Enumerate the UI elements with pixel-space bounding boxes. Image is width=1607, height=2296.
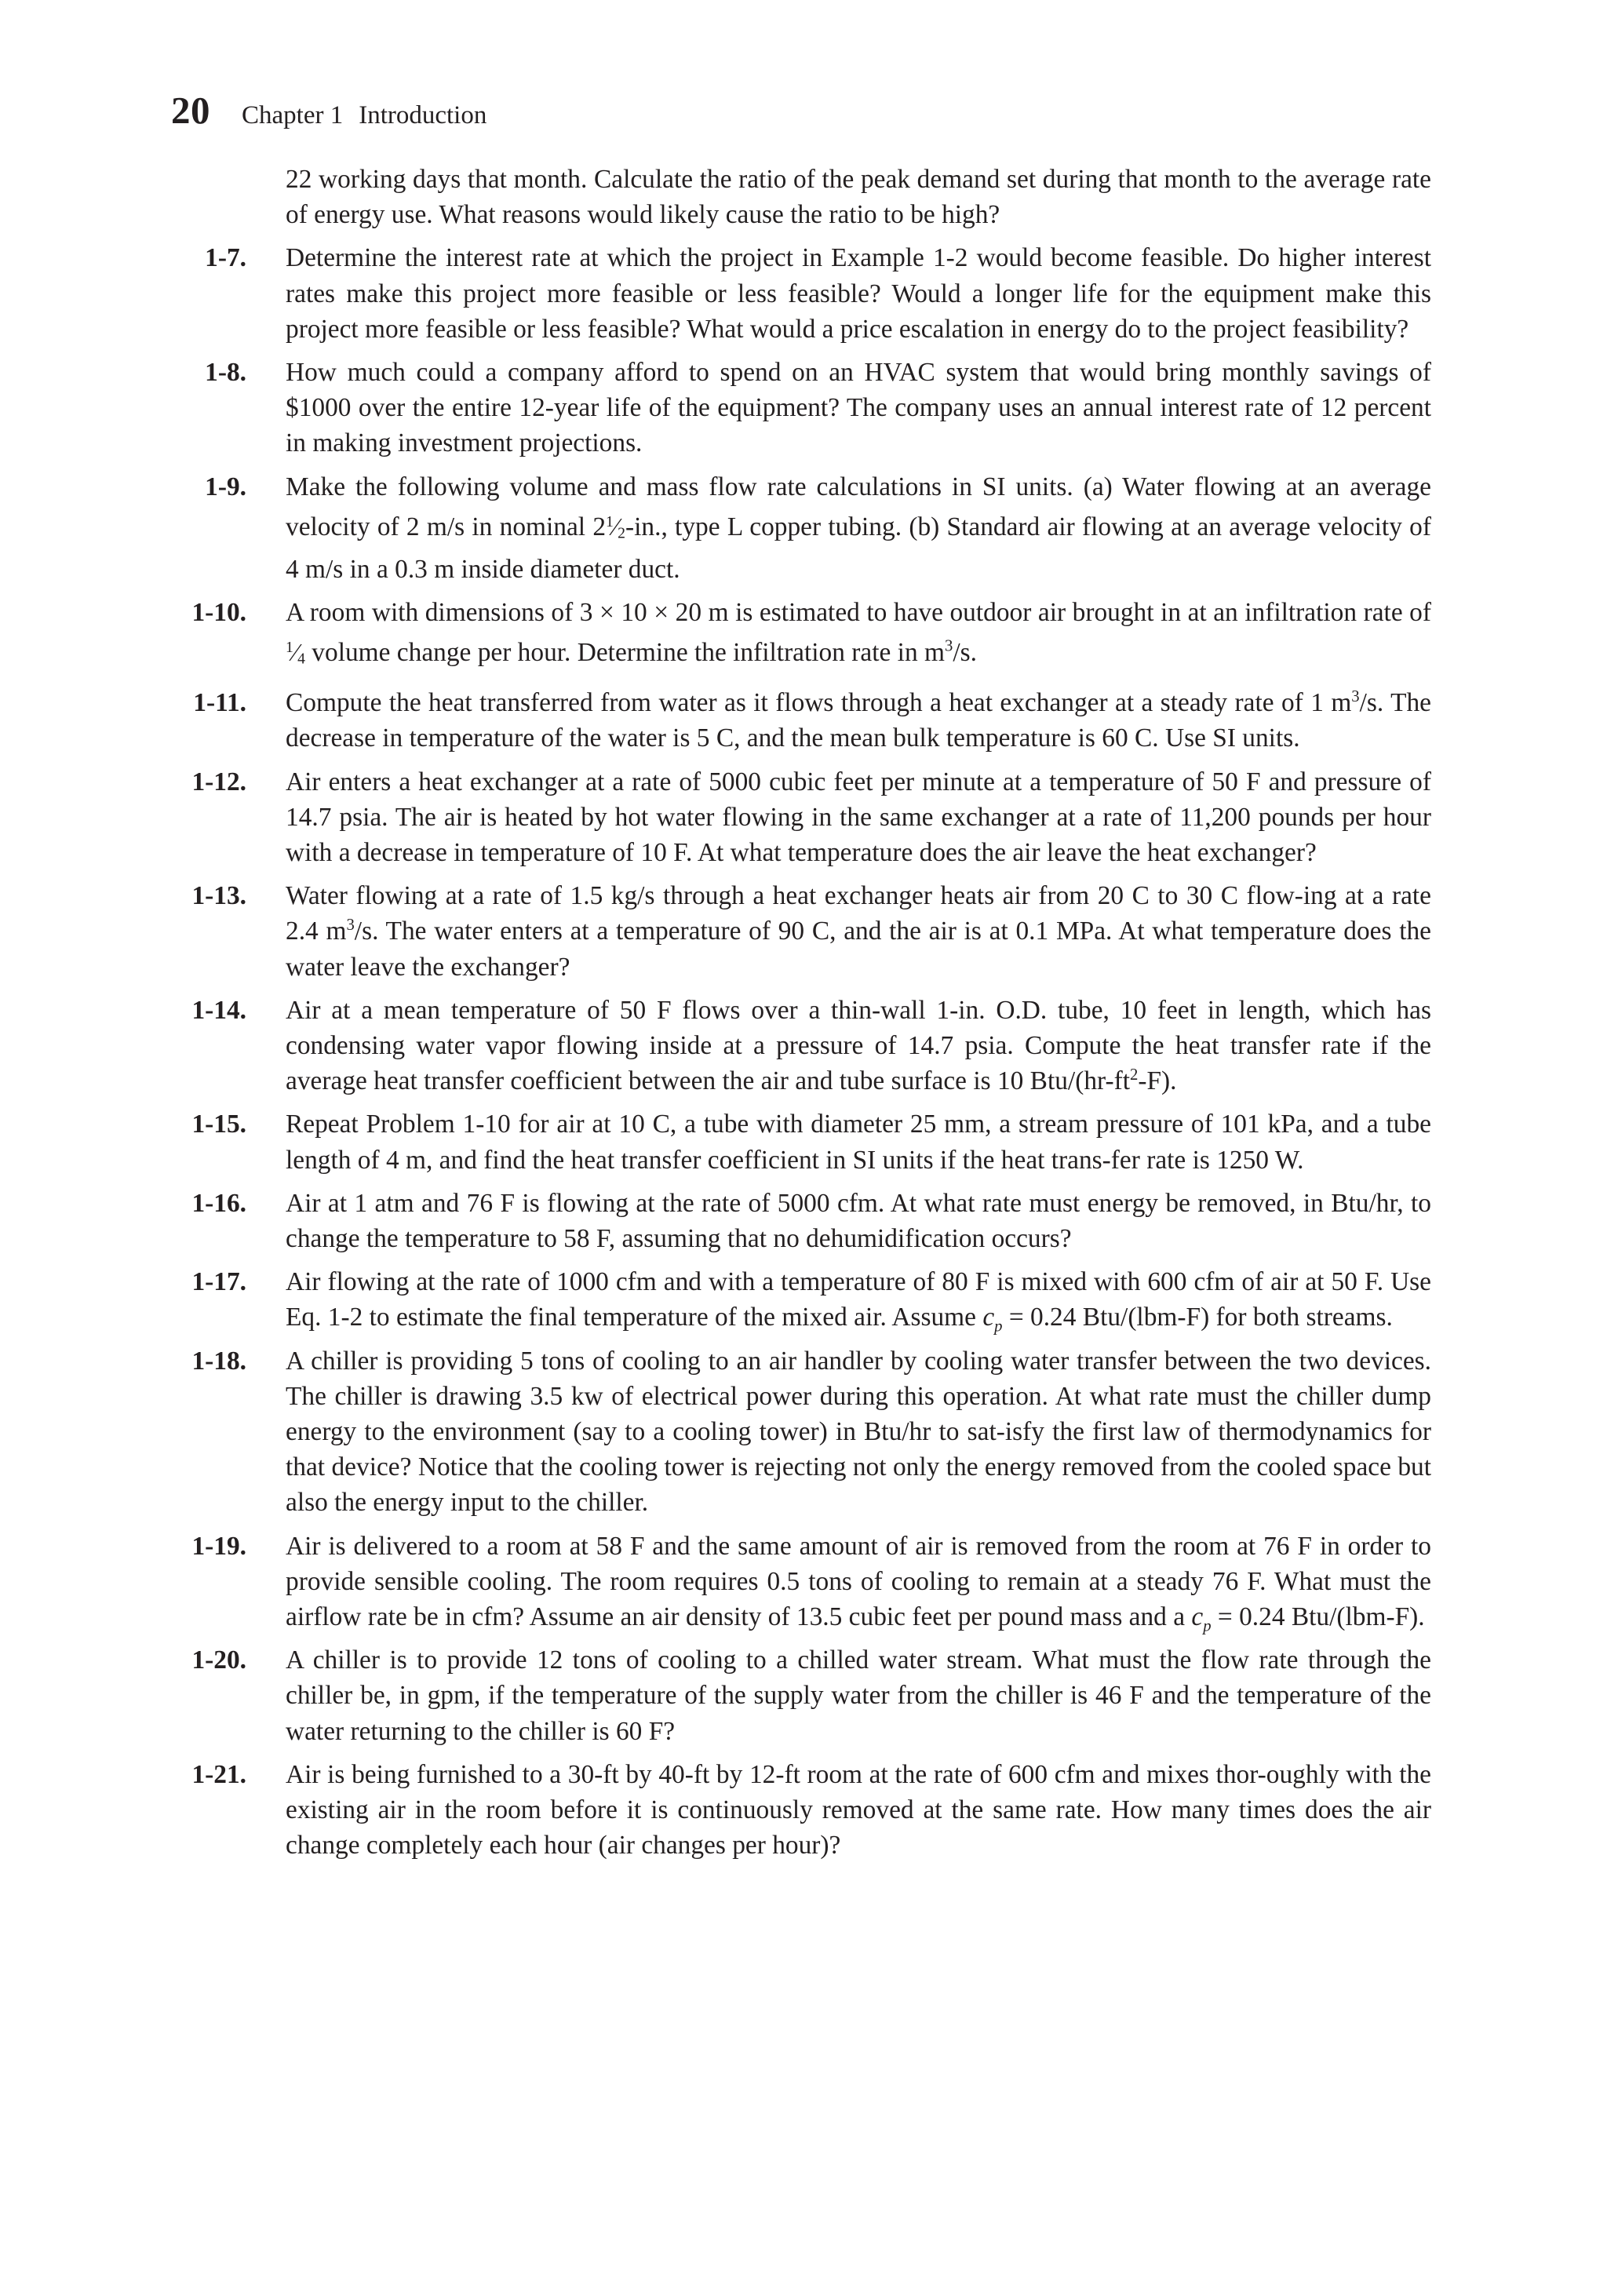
- problem-text: [286, 1529, 1431, 1635]
- problem-text-part: = 0.24 Btu/(lbm-F).: [1211, 1602, 1425, 1631]
- fraction: $^1$⁄2: [606, 512, 625, 542]
- problem-text: A chiller is providing 5 tons of cooling to an air handler by cooling water transfer between the two devices. The chiller is drawing 3.5 kw of electrical power during this operation. At what rate must the chiller dump energy to the environment (say to a cooling tower) in Btu/hr to sat-isfy the first law of thermodynamics for that device? Notice that the cooling tower is rejecting not only the energy removed from the cooled space but also the energy input to the chiller.: [286, 1346, 1431, 1518]
- problem-number: 1-16.: [191, 1188, 246, 1218]
- problem-1-12: [173, 764, 1431, 871]
- problem-1-19: [173, 1529, 1431, 1635]
- problem-1-9: [173, 469, 1431, 587]
- problem-text: A chiller is to provide 12 tons of cooling to a chilled water stream. What must the flow rate through the chiller be, in gpm, if the temperature of the supply water from the chiller is 46 F and the temperature of the water returning to the chiller is 60 F?: [286, 1645, 1431, 1746]
- problem-text: Determine the interest rate at which the project in Example 1-2 would become feasible. Do higher interest rates make this project more feasible or less feasible? Would a longer life for the equipment make this project more feasible or less feasible? What would a price escalation in energy do to the project feasibility?: [286, 243, 1431, 344]
- problem-1-17: [173, 1264, 1431, 1335]
- problem-number: 1-17.: [191, 1267, 246, 1297]
- fraction-numerator: 1: [606, 512, 614, 530]
- problem-number: 1-12.: [191, 767, 246, 796]
- problem-text-part: /s.: [953, 637, 977, 667]
- problem-text: [286, 878, 1431, 985]
- running-head: [171, 88, 486, 133]
- problem-number: 1-10.: [191, 597, 246, 627]
- problem-list: [173, 162, 1431, 1871]
- problem-1-16: [173, 1186, 1431, 1256]
- superscript: 3: [1351, 687, 1360, 705]
- problem-1-11: [173, 685, 1431, 756]
- problem-number: 1-14.: [191, 995, 246, 1025]
- problem-number: 1-9.: [205, 472, 246, 501]
- problem-text: [286, 469, 1431, 587]
- problem-1-13: [173, 878, 1431, 985]
- fraction: $^1$⁄4: [286, 638, 305, 668]
- problem-text-part: Air flowing at the rate of 1000 cfm and with a temperature of 80 F is mixed with 600 cfm of air at 50 F. Use Eq. 1-2 to estimate the final temperature of the mixed air. Assume: [286, 1267, 1431, 1332]
- fraction-denominator: 4: [297, 650, 305, 668]
- superscript: 3: [346, 917, 355, 935]
- problem-1-8: [173, 355, 1431, 461]
- problem-text-part: A room with dimensions of 3 × 10 × 20 m is estimated to have outdoor air brought in at an infiltration rate of: [286, 597, 1431, 627]
- problem-1-21: [173, 1757, 1431, 1864]
- problem-text-part: volume change per hour. Determine the infiltration rate in m: [304, 637, 945, 667]
- problem-1-15: [173, 1106, 1431, 1177]
- problem-text-part: = 0.24 Btu/(lbm-F) for both streams.: [1002, 1303, 1393, 1332]
- variable-symbol: c: [982, 1303, 995, 1332]
- problem-text: Air at 1 atm and 76 F is flowing at the rate of 5000 cfm. At what rate must energy be removed, in Btu/hr, to change the temperature to 58 F, assuming that no dehumidification occurs?: [286, 1188, 1431, 1253]
- subscript: p: [994, 1318, 1003, 1336]
- problem-1-18: [173, 1343, 1431, 1521]
- problem-text-part: /s. The water enters at a temperature of 90 C, and the air is at 0.1 MPa. At what temperature does the water leave the exchanger?: [286, 917, 1431, 982]
- problem-text: How much could a company afford to spend on an HVAC system that would bring monthly savings of $1000 over the entire 12-year life of the equipment? The company uses an annual interest rate of 12 percent in making investment projections.: [286, 358, 1431, 458]
- problem-number: 1-8.: [205, 358, 246, 388]
- variable-symbol: c: [1191, 1602, 1204, 1631]
- problem-number: 1-11.: [193, 688, 246, 718]
- problem-text-part: Make the following volume and mass flow rate calculations in SI units. (a) Water flowing at an average velocity of 2 m/s in nominal 2: [286, 472, 1431, 541]
- problem-1-10: [173, 595, 1431, 677]
- problem-number: 1-20.: [191, 1645, 246, 1675]
- problem-1-20: [173, 1642, 1431, 1749]
- problem-1-7: [173, 240, 1431, 347]
- problem-text: Air is being furnished to a 30-ft by 40-ft by 12-ft room at the rate of 600 cfm and mixes thor-oughly with the existing air in the room before it is continuously removed at the same rate. How many times does the air change completely each hour (air changes per hour)?: [286, 1759, 1431, 1860]
- problem-text: Air enters a heat exchanger at a rate of 5000 cubic feet per minute at a temperature of 50 F and pressure of 14.7 psia. The air is heated by hot water flowing in the same exchanger at a rate of 11,200 pounds per hour with a decrease in temperature of 10 F. At what temperature does the air leave the heat exchanger?: [286, 767, 1431, 867]
- page-number: 20: [171, 89, 210, 132]
- problem-text: [286, 1264, 1431, 1335]
- problem-number: 1-21.: [191, 1759, 246, 1789]
- fraction-denominator: 2: [618, 524, 625, 542]
- problem-text: [286, 993, 1431, 1099]
- problem-text-part: Air is delivered to a room at 58 F and the same amount of air is removed from the room at 76 F in order to provide sensible cooling. The room requires 0.5 tons of cooling to remain at a steady 76 F. What must the airflow rate be in cfm? Assume an air density of 13.5 cubic feet per pound mass and a: [286, 1531, 1431, 1631]
- problem-text-part: -F).: [1138, 1066, 1177, 1096]
- problem-number: 1-18.: [191, 1346, 246, 1376]
- problem-text-part: Water flowing at a rate of 1.5 kg/s through a heat exchanger heats air from 20 C to 30 C flow-ing at a rate 2.4 m: [286, 881, 1431, 946]
- problem-text-part: Air at a mean temperature of 50 F flows over a thin-wall 1-in. O.D. tube, 10 feet in length, which has condensing water vapor flowing inside at a pressure of 14.7 psia. Compute the heat transfer rate if the average heat transfer coefficient between the air and tube surface is 10 Btu/(hr-ft: [286, 995, 1431, 1096]
- problem-number: 1-19.: [191, 1531, 246, 1561]
- chapter-title: Introduction: [359, 101, 487, 129]
- superscript: 2: [1129, 1066, 1139, 1084]
- problem-text-part: Compute the heat transferred from water as it flows through a heat exchanger at a steady rate of 1 m: [286, 688, 1352, 718]
- problem-number: 1-13.: [191, 881, 246, 911]
- problem-text-part: /s. The decrease in temperature of the water is 5 C, and the mean bulk temperature is 60 C. Use SI units.: [286, 688, 1431, 753]
- problem-text: [286, 685, 1431, 756]
- fraction-numerator: 1: [286, 639, 293, 657]
- problem-text: [286, 595, 1431, 677]
- chapter-label: Chapter 1: [242, 101, 344, 129]
- continued-problem-text: 22 working days that month. Calculate the ratio of the peak demand set during that month to the average rate of energy use. What reasons would likely cause the ratio to be high?: [286, 165, 1431, 230]
- subscript: p: [1203, 1617, 1212, 1635]
- problem-1-14: [173, 993, 1431, 1099]
- problem-number: 1-15.: [191, 1110, 246, 1139]
- problem-number: 1-7.: [205, 243, 246, 273]
- problem-text-part: -in., type L copper tubing. (b) Standard air flowing at an average velocity of 4 m/s in a 0.3 m inside diameter duct.: [286, 512, 1431, 584]
- superscript: 3: [944, 637, 953, 655]
- problem-text: Repeat Problem 1-10 for air at 10 C, a tube with diameter 25 mm, a stream pressure of 101 kPa, and a tube length of 4 m, and find the heat transfer coefficient in SI units if the heat trans-fer rate is 1250 W.: [286, 1110, 1431, 1175]
